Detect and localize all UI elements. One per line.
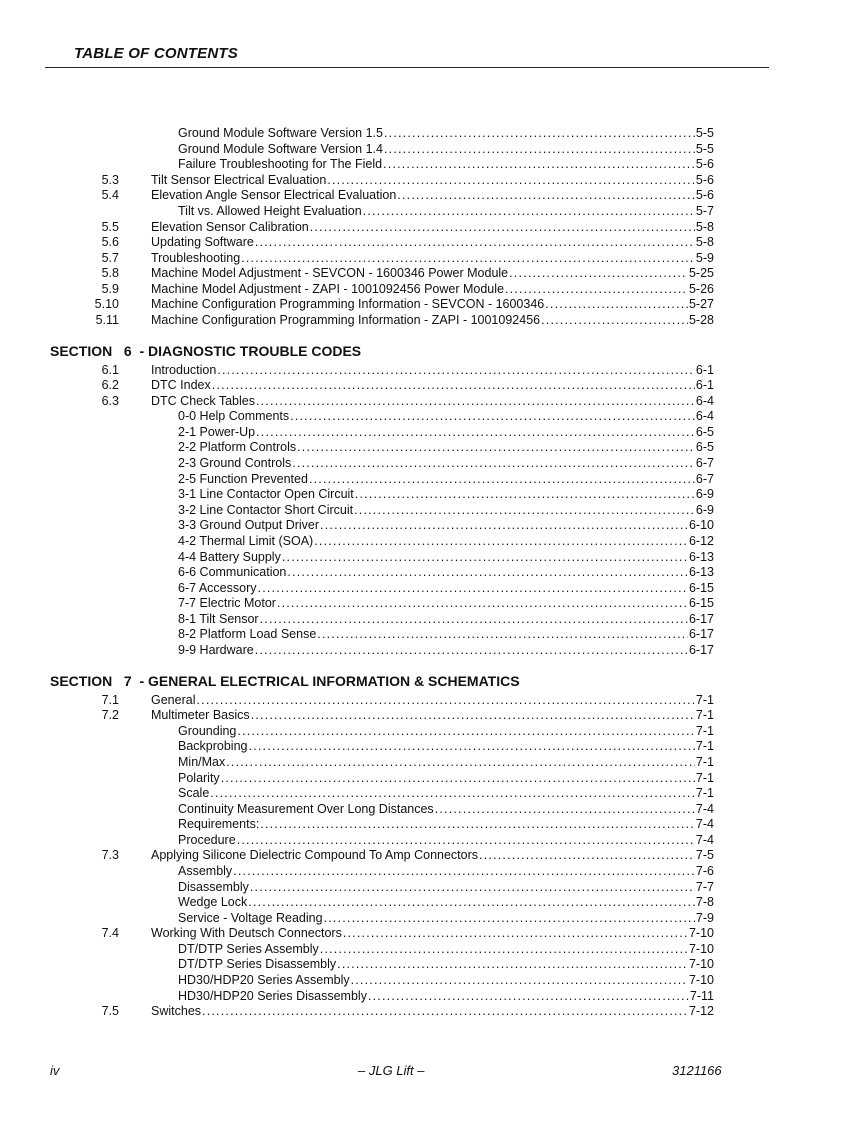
dot-leader bbox=[277, 595, 688, 611]
dot-leader bbox=[226, 754, 695, 770]
toc-row[interactable] bbox=[0, 972, 866, 988]
toc-entry-page: 6-17 bbox=[688, 627, 714, 642]
toc-entry-title: DTC Index bbox=[151, 378, 211, 393]
toc-row[interactable] bbox=[0, 549, 866, 565]
toc-row[interactable] bbox=[0, 626, 866, 642]
toc-entry-title: 8-1 Tilt Sensor bbox=[178, 611, 259, 626]
toc-row[interactable] bbox=[0, 564, 866, 580]
dot-leader bbox=[314, 533, 688, 549]
toc-entry-title: Procedure bbox=[178, 832, 236, 847]
toc-entry-title: Updating Software bbox=[151, 235, 254, 250]
toc-row[interactable] bbox=[0, 1003, 866, 1019]
page-header-title: TABLE OF CONTENTS bbox=[74, 45, 238, 62]
dot-leader bbox=[297, 439, 695, 455]
toc-entry-page: 5-26 bbox=[688, 281, 714, 296]
toc-entry-page: 5-9 bbox=[695, 250, 714, 265]
toc-entry-title: HD30/HDP20 Series Disassembly bbox=[178, 988, 367, 1003]
toc-row[interactable] bbox=[0, 203, 866, 219]
dot-leader bbox=[282, 549, 688, 565]
toc-row[interactable] bbox=[0, 941, 866, 957]
toc-entry-title: 8-2 Platform Load Sense bbox=[178, 627, 317, 642]
footer-publisher: – JLG Lift – bbox=[358, 1063, 425, 1078]
toc-entry-title: 6-6 Communication bbox=[178, 565, 287, 580]
toc-entry-page: 5-8 bbox=[695, 235, 714, 250]
toc-row[interactable] bbox=[0, 707, 866, 723]
toc-entry-number: 5.9 bbox=[101, 281, 119, 296]
dot-leader bbox=[435, 801, 695, 817]
toc-entry-page: 7-11 bbox=[689, 988, 714, 1003]
toc-entry-page: 6-9 bbox=[695, 502, 714, 517]
toc-entry-number: 6.2 bbox=[101, 378, 119, 393]
toc-entry-title: DTC Check Tables bbox=[151, 393, 255, 408]
dot-leader bbox=[505, 281, 688, 297]
toc-entry-title: Service - Voltage Reading bbox=[178, 910, 323, 925]
toc-entry-title: 3-3 Ground Output Driver bbox=[178, 518, 320, 533]
toc-row[interactable] bbox=[0, 847, 866, 863]
section-heading: SECTION 7 - GENERAL ELECTRICAL INFORMATION & SCHEMATICS bbox=[50, 672, 520, 689]
toc-entry-page: 5-7 bbox=[695, 203, 714, 218]
toc-entry-page: 6-17 bbox=[688, 643, 714, 657]
toc-entry-title: Switches bbox=[151, 1004, 202, 1019]
toc-row[interactable] bbox=[0, 377, 866, 393]
toc-entry-title: Ground Module Software Version 1.5 bbox=[178, 126, 383, 140]
dot-leader bbox=[221, 770, 695, 786]
toc-entry-title: 9-9 Hardware bbox=[178, 643, 254, 657]
toc-entry-page: 7-6 bbox=[695, 863, 714, 878]
toc-entry-page: 6-5 bbox=[695, 424, 714, 439]
toc-entry-title: General bbox=[151, 692, 196, 707]
dot-leader bbox=[545, 296, 688, 312]
toc-entry-page: 6-1 bbox=[695, 378, 714, 393]
toc-row[interactable] bbox=[0, 816, 866, 832]
toc-entry-number: 5.11 bbox=[95, 313, 119, 327]
toc-row[interactable] bbox=[0, 234, 866, 250]
toc-row[interactable] bbox=[0, 250, 866, 266]
footer-document-number: 3121166 bbox=[672, 1063, 722, 1078]
dot-leader bbox=[309, 471, 695, 487]
section-heading: SECTION 6 - DIAGNOSTIC TROUBLE CODES bbox=[50, 342, 362, 359]
toc-entry-title: DT/DTP Series Disassembly bbox=[178, 957, 337, 972]
toc-row[interactable] bbox=[0, 219, 866, 235]
dot-leader bbox=[250, 879, 695, 895]
toc-entry-page: 5-5 bbox=[695, 126, 714, 140]
toc-entry-page: 6-7 bbox=[695, 456, 714, 470]
dot-leader bbox=[320, 517, 688, 533]
toc-entry-title: Introduction bbox=[151, 362, 217, 377]
dot-leader bbox=[397, 187, 695, 203]
toc-row[interactable] bbox=[0, 439, 866, 455]
toc-entry-number: 7.2 bbox=[101, 708, 119, 723]
toc-row[interactable] bbox=[0, 362, 866, 378]
dot-leader bbox=[541, 312, 688, 328]
toc-entry-title: Ground Module Software Version 1.4 bbox=[178, 141, 383, 156]
toc-entry-title: Machine Configuration Programming Information - SEVCON - 1600346 bbox=[151, 297, 545, 312]
toc-entry-number: 5.3 bbox=[101, 172, 119, 187]
toc-entry-page: 7-9 bbox=[695, 910, 714, 925]
toc-entry-page: 6-10 bbox=[688, 518, 714, 533]
toc-row[interactable] bbox=[0, 894, 866, 910]
dot-leader bbox=[249, 738, 695, 754]
toc-row[interactable] bbox=[0, 393, 866, 409]
toc-entry-title: Applying Silicone Dielectric Compound To Amp Connectors bbox=[151, 848, 479, 863]
dot-leader bbox=[351, 972, 688, 988]
toc-entry-title: Scale bbox=[178, 786, 210, 800]
toc-row[interactable] bbox=[0, 988, 866, 1004]
toc-row[interactable] bbox=[0, 533, 866, 549]
toc-entry-title: Disassembly bbox=[178, 879, 249, 894]
dot-leader bbox=[343, 925, 688, 941]
toc-row[interactable] bbox=[0, 471, 866, 487]
toc-entry-page: 5-5 bbox=[695, 141, 714, 156]
toc-entry-page: 7-1 bbox=[695, 739, 714, 754]
toc-entry-page: 6-4 bbox=[695, 409, 714, 424]
toc-entry-page: 5-25 bbox=[688, 266, 714, 281]
toc-entry-page: 7-7 bbox=[695, 879, 714, 894]
toc-row[interactable] bbox=[0, 754, 866, 770]
toc-entry-page: 7-1 bbox=[695, 708, 714, 723]
dot-leader bbox=[310, 219, 695, 235]
toc-row[interactable] bbox=[0, 832, 866, 848]
toc-entry-number: 6.1 bbox=[101, 362, 119, 377]
toc-entry-page: 7-5 bbox=[695, 848, 714, 863]
toc-entry-number: 5.8 bbox=[101, 266, 119, 281]
dot-leader bbox=[212, 377, 695, 393]
dot-leader bbox=[233, 863, 695, 879]
dot-leader bbox=[210, 785, 695, 801]
toc-entry-title: Tilt vs. Allowed Height Evaluation bbox=[178, 203, 362, 218]
toc-row[interactable] bbox=[0, 770, 866, 786]
toc-row[interactable] bbox=[0, 595, 866, 611]
toc-entry-page: 7-12 bbox=[688, 1004, 714, 1019]
toc-entry-title: Troubleshooting bbox=[151, 250, 241, 265]
toc-entry-page: 5-6 bbox=[695, 188, 714, 203]
toc-entry-title: 2-2 Platform Controls bbox=[178, 440, 297, 455]
toc-row[interactable] bbox=[0, 172, 866, 188]
toc-row[interactable] bbox=[0, 801, 866, 817]
toc-entry-page: 5-28 bbox=[688, 313, 714, 327]
toc-entry-title: Assembly bbox=[178, 863, 233, 878]
toc-entry-title: 2-1 Power-Up bbox=[178, 424, 256, 439]
toc-row[interactable] bbox=[0, 455, 866, 471]
toc-row[interactable] bbox=[0, 424, 866, 440]
toc-entry-number: 7.5 bbox=[101, 1004, 119, 1019]
toc-entry-title: Wedge Lock bbox=[178, 895, 248, 910]
toc-row[interactable] bbox=[0, 956, 866, 972]
dot-leader bbox=[287, 564, 688, 580]
toc-row[interactable] bbox=[0, 863, 866, 879]
toc-entry-number: 5.10 bbox=[94, 297, 119, 312]
toc-row[interactable] bbox=[0, 408, 866, 424]
dot-leader bbox=[479, 847, 695, 863]
toc-entry-title: Polarity bbox=[178, 770, 220, 785]
toc-entry-page: 7-10 bbox=[688, 941, 714, 956]
dot-leader bbox=[256, 424, 695, 440]
toc-entry-title: Machine Model Adjustment - SEVCON - 1600346 Power Module bbox=[151, 266, 509, 281]
dot-leader bbox=[368, 988, 689, 1004]
toc-entry-title: 0-0 Help Comments bbox=[178, 409, 290, 424]
dot-leader bbox=[260, 816, 695, 832]
toc-entry-title: 2-3 Ground Controls bbox=[178, 456, 292, 470]
toc-entry-title: Min/Max bbox=[178, 754, 226, 769]
dot-leader bbox=[256, 393, 695, 409]
footer-page-number: iv bbox=[50, 1063, 60, 1078]
dot-leader bbox=[355, 486, 695, 502]
toc-entry-number: 5.7 bbox=[101, 250, 119, 265]
toc-entry-title: DT/DTP Series Assembly bbox=[178, 941, 319, 956]
dot-leader bbox=[241, 250, 695, 266]
toc-entry-page: 6-17 bbox=[688, 611, 714, 626]
toc-row[interactable] bbox=[0, 925, 866, 941]
toc-entry-page: 6-9 bbox=[695, 487, 714, 502]
toc-entry-number: 5.6 bbox=[101, 235, 119, 250]
toc-entry-number: 7.4 bbox=[101, 926, 119, 941]
toc-entry-page: 5-6 bbox=[695, 172, 714, 187]
toc-entry-page: 6-13 bbox=[688, 565, 714, 580]
toc-entry-title: Multimeter Basics bbox=[151, 708, 250, 723]
toc-entry-page: 7-10 bbox=[688, 926, 714, 941]
toc-entry-page: 7-1 bbox=[695, 770, 714, 785]
dot-leader bbox=[324, 910, 695, 926]
toc-entry-title: 4-2 Thermal Limit (SOA) bbox=[178, 533, 314, 548]
toc-entry-title: 6-7 Accessory bbox=[178, 580, 257, 595]
toc-row[interactable] bbox=[0, 785, 866, 801]
toc-entry-page: 7-4 bbox=[695, 801, 714, 816]
toc-entry-title: Backprobing bbox=[178, 739, 248, 754]
toc-entry-page: 5-6 bbox=[695, 157, 714, 172]
dot-leader bbox=[217, 362, 695, 378]
toc-entry-page: 7-1 bbox=[695, 723, 714, 738]
toc-entry-page: 7-10 bbox=[688, 957, 714, 972]
toc-row[interactable] bbox=[0, 265, 866, 281]
toc-entry-title: Elevation Angle Sensor Electrical Evaluation bbox=[151, 188, 397, 203]
toc-entry-number: 5.5 bbox=[101, 219, 119, 234]
toc-row[interactable] bbox=[0, 141, 866, 157]
toc-entry-title: HD30/HDP20 Series Assembly bbox=[178, 973, 350, 987]
dot-leader bbox=[255, 642, 688, 658]
dot-leader bbox=[248, 894, 695, 910]
dot-leader bbox=[363, 203, 695, 219]
dot-leader bbox=[255, 234, 695, 250]
toc-entry-page: 7-10 bbox=[688, 973, 714, 987]
toc-entry-page: 7-4 bbox=[695, 832, 714, 847]
toc-entry-title: 4-4 Battery Supply bbox=[178, 549, 281, 564]
toc-row[interactable] bbox=[0, 296, 866, 312]
toc-entry-page: 5-27 bbox=[688, 297, 714, 312]
toc-entry-page: 6-7 bbox=[695, 471, 714, 486]
dot-leader bbox=[237, 723, 695, 739]
dot-leader bbox=[317, 626, 688, 642]
toc-entry-page: 6-1 bbox=[695, 362, 714, 377]
toc-entry-page: 6-13 bbox=[688, 549, 714, 564]
toc-entry-number: 5.4 bbox=[101, 188, 119, 203]
toc-row[interactable] bbox=[0, 486, 866, 502]
toc-row[interactable] bbox=[0, 738, 866, 754]
toc-entry-number: 7.1 bbox=[101, 692, 119, 707]
toc-entry-title: 3-1 Line Contactor Open Circuit bbox=[178, 487, 354, 502]
dot-leader bbox=[384, 141, 695, 157]
dot-leader bbox=[258, 580, 688, 596]
toc-entry-page: 7-4 bbox=[695, 817, 714, 832]
toc-entry-number: 7.3 bbox=[101, 848, 119, 863]
toc-entry-page: 6-5 bbox=[695, 440, 714, 455]
toc-entry-page: 6-12 bbox=[688, 533, 714, 548]
toc-row[interactable] bbox=[0, 723, 866, 739]
toc-entry-title: Machine Configuration Programming Information - ZAPI - 1001092456 bbox=[151, 313, 541, 327]
toc-row[interactable] bbox=[0, 156, 866, 172]
toc-entry-title: 7-7 Electric Motor bbox=[178, 596, 276, 611]
dot-leader bbox=[260, 611, 688, 627]
toc-row[interactable] bbox=[0, 312, 866, 328]
dot-leader bbox=[320, 941, 688, 957]
toc-row[interactable] bbox=[0, 910, 866, 926]
dot-leader bbox=[384, 125, 695, 141]
toc-entry-title: Grounding bbox=[178, 723, 237, 738]
dot-leader bbox=[354, 502, 695, 518]
toc-entry-title: Elevation Sensor Calibration bbox=[151, 219, 309, 234]
toc-row[interactable] bbox=[0, 187, 866, 203]
toc-entry-page: 7-1 bbox=[695, 692, 714, 707]
dot-leader bbox=[327, 172, 695, 188]
toc-row[interactable] bbox=[0, 281, 866, 297]
toc-row[interactable] bbox=[0, 642, 866, 658]
toc-row[interactable] bbox=[0, 580, 866, 596]
toc-entry-page: 7-1 bbox=[695, 786, 714, 800]
dot-leader bbox=[292, 455, 695, 471]
toc-entry-page: 5-8 bbox=[695, 219, 714, 234]
toc-entry-title: Continuity Measurement Over Long Distances bbox=[178, 801, 434, 816]
toc-entry-title: 2-5 Function Prevented bbox=[178, 471, 308, 486]
toc-entry-page: 7-8 bbox=[695, 895, 714, 910]
toc-entry-number: 6.3 bbox=[101, 393, 119, 408]
toc-row[interactable] bbox=[0, 502, 866, 518]
dot-leader bbox=[196, 692, 694, 708]
dot-leader bbox=[237, 832, 695, 848]
toc-entry-title: 3-2 Line Contactor Short Circuit bbox=[178, 502, 354, 517]
toc-row[interactable] bbox=[0, 879, 866, 895]
toc-row[interactable] bbox=[0, 692, 866, 708]
toc-entry-title: Failure Troubleshooting for The Field bbox=[178, 157, 383, 172]
dot-leader bbox=[383, 156, 695, 172]
toc-entry-title: Tilt Sensor Electrical Evaluation bbox=[151, 172, 327, 187]
toc-entry-page: 6-15 bbox=[688, 596, 714, 611]
toc-entry-title: Machine Model Adjustment - ZAPI - 1001092456 Power Module bbox=[151, 281, 504, 296]
toc-entry-title: Requirements: bbox=[178, 817, 260, 832]
toc-row[interactable] bbox=[0, 517, 866, 533]
toc-entry-page: 6-4 bbox=[695, 393, 714, 408]
toc-entry-page: 6-15 bbox=[688, 580, 714, 595]
toc-row[interactable] bbox=[0, 611, 866, 627]
dot-leader bbox=[337, 956, 688, 972]
toc-row[interactable] bbox=[0, 125, 866, 141]
toc-entry-page: 7-1 bbox=[695, 754, 714, 769]
dot-leader bbox=[509, 265, 688, 281]
dot-leader bbox=[290, 408, 695, 424]
toc-entry-title: Working With Deutsch Connectors bbox=[151, 926, 342, 941]
dot-leader bbox=[202, 1003, 688, 1019]
dot-leader bbox=[251, 707, 695, 723]
